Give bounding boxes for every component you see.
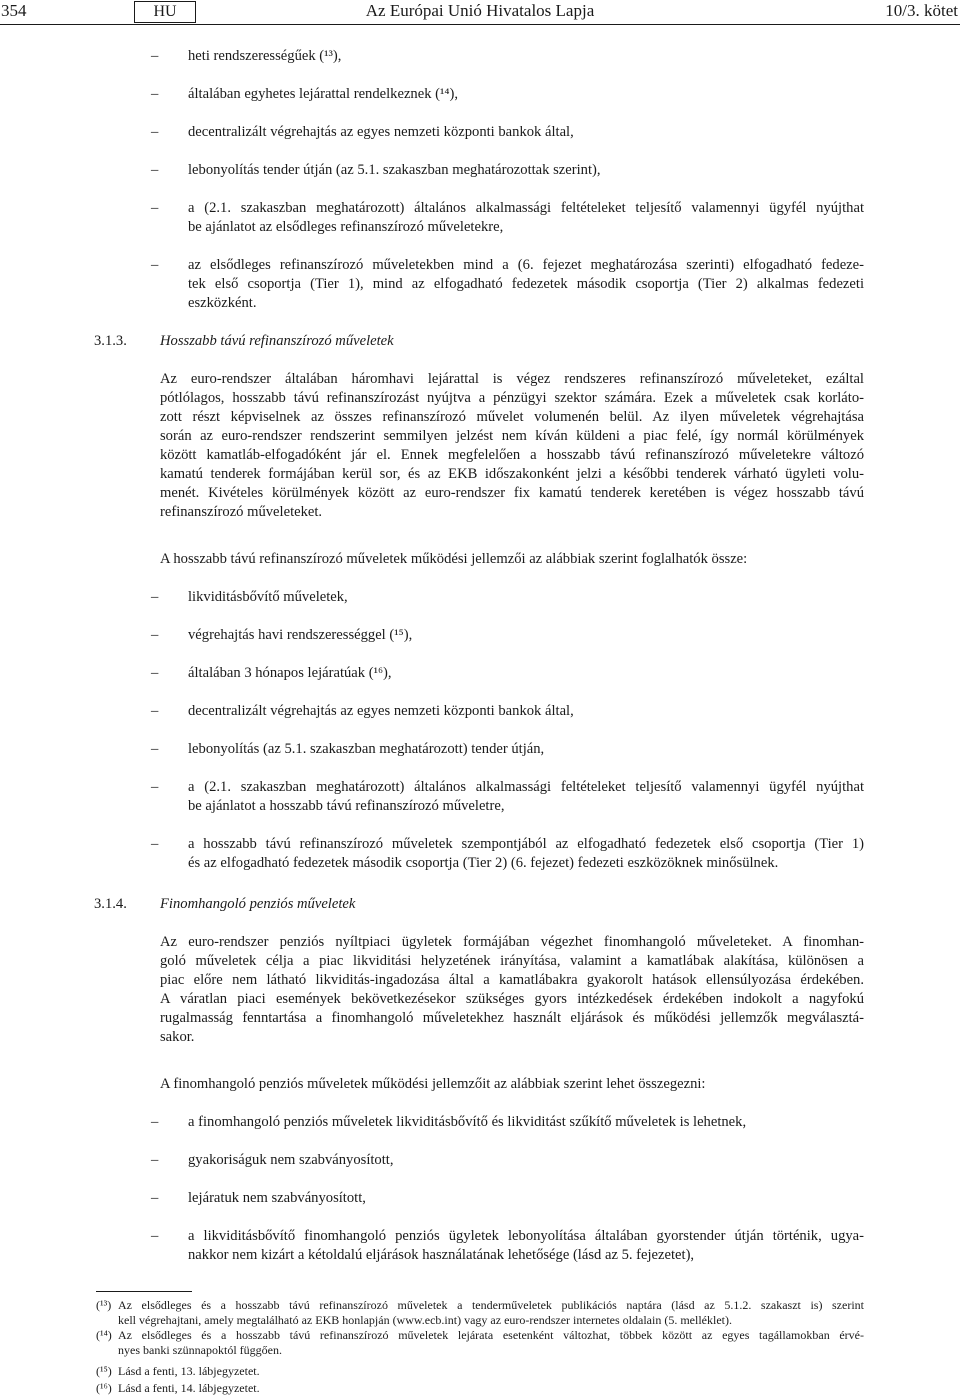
text-line: menét. Kivételes körülmények között az euro-rendszer fix kamatú tenderek keretében is végez hosszabb távú (160, 485, 864, 501)
text-line: a (2.1. szakaszban meghatározott) általános alkalmassági feltételeket teljesítő valamennyi ügyfél nyújthat (188, 200, 864, 216)
footnote-mark: (¹⁵) (96, 1364, 112, 1378)
footnote-text (118, 1298, 864, 1328)
text-line: végrehajtás havi rendszerességgel (¹⁵), (188, 627, 413, 643)
text-line: kell végrehajtani, amely megtalálható az EKB honlapján (www.ecb.int) vagy az euro-rendszer internetes oldalain (5. melléklet). (118, 1313, 732, 1327)
list-dash: – (151, 1228, 159, 1244)
section-title: Finomhangoló penziós műveletek (160, 896, 356, 912)
list-item-text (188, 778, 864, 816)
text-line: általában egyhetes lejárattal rendelkeznek (¹⁴), (188, 86, 458, 102)
list-item-text (188, 626, 864, 645)
list-item-text (188, 1189, 864, 1208)
list-dash: – (151, 779, 159, 795)
footnote-text (118, 1328, 864, 1358)
list-dash: – (151, 162, 159, 178)
list-item-text (188, 664, 864, 683)
list-item-text (188, 740, 864, 759)
page-number: 354 (1, 1, 27, 20)
page-header (0, 0, 960, 26)
text-line: rugalmasság fenntartása a finomhangoló műveletekhez használt eljárások és működési jellemzők megválasztá- (160, 1010, 864, 1026)
text-line: között kamatláb-elfogadóként jár el. Ennek megfelelően a hosszabb távú refinanszírozó műveletekre változó (160, 447, 864, 463)
list-dash: – (151, 1152, 159, 1168)
list-item-text (188, 123, 864, 142)
list-item-text (188, 1113, 864, 1132)
paragraph (160, 933, 864, 1047)
footnote-text (118, 1381, 864, 1396)
list-item-text (188, 702, 864, 721)
list-dash: – (151, 836, 159, 852)
footnote-mark: (¹⁴) (96, 1328, 112, 1342)
header-rule (0, 24, 960, 25)
text-line: sakor. (160, 1029, 195, 1045)
text-line: pótlólagos, hosszabb távú refinanszírozást nyújtva a pénzügyi szektor számára. Ezek a műveletek csak korláto- (160, 390, 864, 406)
text-line: tek első csoportja (Tier 1), mind az elfogadható fedezetek második csoportja (Tier 2) alkalmas fedezeti (188, 276, 864, 292)
list-dash: – (151, 741, 159, 757)
text-line: decentralizált végrehajtás az egyes nemzeti központi bankok által, (188, 703, 574, 719)
text-line: be ajánlatot a hosszabb távú refinanszírozó műveletre, (188, 798, 505, 814)
text-line: Az elsődleges és a hosszabb távú refinanszírozó műveletek a tenderműveletek publikációs naptára (lásd az 5.1.2. szakaszt is) szerint (118, 1298, 864, 1312)
text-line: gyakoriságuk nem szabványosított, (188, 1152, 394, 1168)
text-line: refinanszírozó műveleteket. (160, 504, 323, 520)
text-line: általában 3 hónapos lejáratúak (¹⁶), (188, 665, 392, 681)
list-dash: – (151, 1190, 159, 1206)
text-line: A váratlan piaci események bekövetkezésekor szükséges gyors intézkedések érdekében indokolt a nagyfokú (160, 991, 864, 1007)
list-dash: – (151, 1114, 159, 1130)
list-dash: – (151, 703, 159, 719)
list-item-text (188, 1227, 864, 1265)
section-title: Hosszabb távú refinanszírozó műveletek (160, 333, 394, 349)
text-line: A hosszabb távú refinanszírozó műveletek működési jellemzői az alábbiak szerint foglalhatók össze: (160, 551, 748, 567)
list-item-text (188, 199, 864, 237)
text-line: Az euro-rendszer általában háromhavi lejárattal is végez rendszeres refinanszírozó műveleteket, ezáltal (160, 371, 864, 387)
text-line: a hosszabb távú refinanszírozó műveletek szempontjából az elfogadható fedezetek első csoportja (Tier 1) (188, 836, 864, 852)
list-item-text (188, 588, 864, 607)
text-line: kamatú tenderek formájában kerül sor, és az EKB időszakonként jelzi a későbbi tenderek várható ügyleti volu- (160, 466, 864, 482)
list-dash: – (151, 86, 159, 102)
footnote-mark: (¹³) (96, 1298, 112, 1312)
text-line: eszközként. (188, 295, 257, 311)
text-line: likviditásbővítő műveletek, (188, 589, 348, 605)
list-dash: – (151, 627, 159, 643)
paragraph (160, 1075, 864, 1094)
list-dash: – (151, 257, 159, 273)
text-line: goló műveletek célja a piac likviditási helyzetének irányítása, valamint a kamatlábak alakítása, különösen a (160, 953, 864, 969)
list-dash: – (151, 48, 159, 64)
text-line: A finomhangoló penziós műveletek működési jellemzőit az alábbiak szerint lehet összegezni: (160, 1076, 706, 1092)
list-dash: – (151, 124, 159, 140)
list-dash: – (151, 665, 159, 681)
text-line: be ajánlatot az elsődleges refinanszírozó műveletekre, (188, 219, 504, 235)
paragraph (160, 550, 864, 569)
language-code-box: HU (134, 1, 196, 23)
text-line: piac előre nem látható likviditás-ingadozása által a kamatlábakra gyakorolt hatások ellensúlyozása érdekében. (160, 972, 864, 988)
text-line: lejáratuk nem szabványosított, (188, 1190, 366, 1206)
text-line: decentralizált végrehajtás az egyes nemzeti központi bankok által, (188, 124, 574, 140)
list-item-text (188, 256, 864, 313)
footnote-mark: (¹⁶) (96, 1381, 112, 1395)
issue-label: 10/3. kötet (885, 1, 958, 20)
text-line: zott részt képviselnek az összes refinanszírozó művelet volumenén belül. Az ilyen műveletek végrehajtása (160, 409, 864, 425)
text-line: a likviditásbővítő finomhangoló penziós ügyletek lebonyolítása általában gyorstender útján történik, ugya- (188, 1228, 864, 1244)
text-line: heti rendszerességűek (¹³), (188, 48, 342, 64)
list-item-text (188, 85, 864, 104)
list-item-text (188, 835, 864, 873)
text-line: az elsődleges refinanszírozó műveletekben mind a (6. fejezet meghatározása szerinti) elfogadható fedeze- (188, 257, 864, 273)
list-item-text (188, 161, 864, 180)
section-number: 3.1.3. (94, 333, 127, 349)
text-line: lebonyolítás (az 5.1. szakaszban meghatározott) tender útján, (188, 741, 545, 757)
text-line: és az elfogadható fedezetek második csoportja (Tier 2) (6. fejezet) fedezeti eszközöknek minősülnek. (188, 855, 779, 871)
text-line: során az euro-rendszer rendszerint semmilyen jelzést nem kíván küldeni a piac felé, így normál körülmények (160, 428, 864, 444)
list-dash: – (151, 589, 159, 605)
paragraph (160, 370, 864, 522)
text-line: nakkor nem kizárt a kétoldalú eljárások használatának lehetősége (lásd az 5. fejezetet), (188, 1247, 695, 1263)
text-line: Az euro-rendszer penziós nyíltpiaci ügyletek formájában végezhet finomhangoló műveleteket. A finomhan- (160, 934, 864, 950)
section-number: 3.1.4. (94, 896, 127, 912)
journal-title: Az Európai Unió Hivatalos Lapja (365, 1, 595, 20)
text-line: a finomhangoló penziós műveletek likviditásbővítő és likviditást szűkítő műveletek is lehetnek, (188, 1114, 747, 1130)
list-dash: – (151, 200, 159, 216)
footnote-text (118, 1364, 864, 1379)
list-item-text (188, 1151, 864, 1170)
list-item-text (188, 47, 864, 66)
text-line: Lásd a fenti, 13. lábjegyzetet. (118, 1364, 260, 1378)
text-line: nyes banki szünnapoktól függően. (118, 1343, 282, 1357)
text-line: Lásd a fenti, 14. lábjegyzetet. (118, 1381, 260, 1395)
footnote-rule (96, 1291, 192, 1292)
text-line: lebonyolítás tender útján (az 5.1. szakaszban meghatározottak szerint), (188, 162, 601, 178)
text-line: Az elsődleges és a hosszabb távú refinanszírozó műveletek lejárata esetenként változhat, többek között az egyes tagállamokban érvé- (118, 1328, 864, 1342)
text-line: a (2.1. szakaszban meghatározott) általános alkalmassági feltételeket teljesítő valamennyi ügyfél nyújthat (188, 779, 864, 795)
